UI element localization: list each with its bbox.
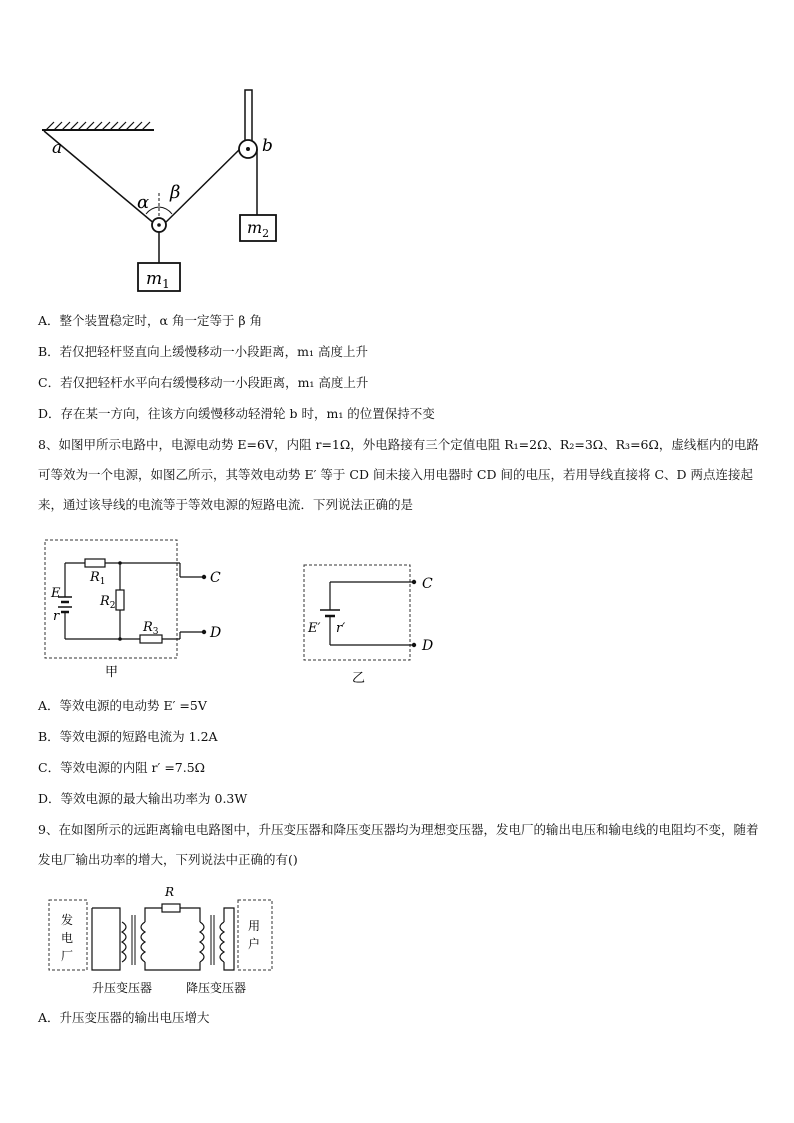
step-down-label: 降压变压器 [186,981,247,995]
label-r2: $R_2$ [100,594,116,611]
label-r1: $R_1$ [90,570,106,587]
q9-option-a: A．升压变压器的输出电压增大 [38,1010,210,1025]
q8-option-c: C．等效电源的内阻 r′ =7.5Ω [38,760,206,775]
q8-option-a: A．等效电源的电动势 E′ =5V [38,698,207,713]
label-d-jia: D [210,625,222,641]
step-up-label: 升压变压器 [92,981,153,995]
plant-char-1: 发 [61,913,74,927]
pulley-figure [30,85,290,295]
label-e: E [51,586,61,601]
user-char-1: 用 [248,919,261,933]
label-r3: $R_3$ [143,620,159,637]
caption-jia: 甲 [105,665,119,680]
caption-yi: 乙 [352,671,366,686]
q7-option-b: B．若仅把轻杆竖直向上缓慢移动一小段距离，m₁ 高度上升 [38,344,369,359]
label-c-yi: C [422,576,433,592]
label-a: a [52,138,63,158]
user-char-2: 户 [248,937,261,951]
circuit-yi-figure [300,560,460,690]
q8-option-b: B．等效电源的短路电流为 1.2A [38,729,218,744]
label-beta: β [170,182,181,203]
q8-option-d: D．等效电源的最大输出功率为 0.3W [38,791,248,806]
q7-option-c: C．若仅把轻杆水平向右缓慢移动一小段距离，m₁ 高度上升 [38,375,369,390]
transmission-figure [40,880,280,1000]
label-m2: $m_2$ [247,218,270,240]
q7-option-d: D．存在某一方向，往该方向缓慢移动轻滑轮 b 时，m₁ 的位置保持不变 [38,406,435,421]
label-r: r [53,609,60,624]
label-c-jia: C [210,570,221,586]
circuit-jia-figure [40,535,240,685]
q7-option-a: A．整个装置稳定时，α 角一定等于 β 角 [38,313,263,328]
label-R: R [165,885,175,899]
label-m1: $m_1$ [146,269,170,291]
label-e-prime: E′ [308,621,321,636]
plant-char-3: 厂 [61,949,74,963]
label-d-yi: D [422,638,434,654]
label-r-prime: r′ [336,621,346,636]
label-alpha: α [137,192,150,213]
label-b: b [262,136,273,156]
q9-stem: 9、在如图所示的远距离输电电路图中，升压变压器和降压变压器均为理想变压器，发电厂的输出电压和输电线的电阻均不变，随着发电厂输出功率的增大，下列说法中正确的有() [38,822,759,867]
plant-char-2: 电 [61,931,74,945]
q8-stem: 8、如图甲所示电路中，电源电动势 E=6V，内阻 r=1Ω，外电路接有三个定值电阻 R₁=2Ω、R₂=3Ω、R₃=6Ω，虚线框内的电路可等效为一个电源，如图乙所示，其等效电动势 E′ 等于 CD 间未接入用电器时 CD 间的电压，若用导线直接将 C、D 两点连接起来，通过该导线的电流等于等效电源的短路电流．下列说法正确的是 [38,437,759,512]
